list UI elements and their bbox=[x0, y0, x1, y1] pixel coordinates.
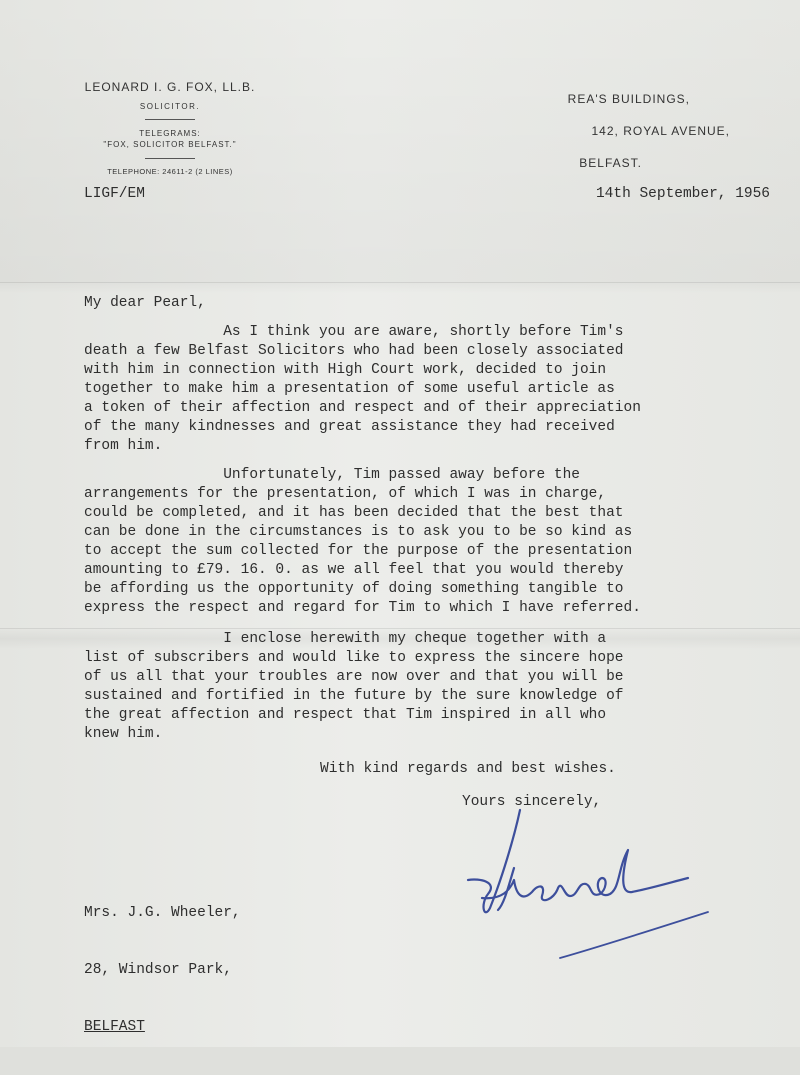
paragraph-line: can be done in the circumstances is to ask you to be so kind as bbox=[84, 524, 633, 540]
recipient-name: Mrs. J.G. Wheeler, bbox=[84, 905, 241, 921]
paragraph-line: As I think you are aware, shortly before Tim's bbox=[84, 324, 624, 340]
telegrams-value: "FOX, SOLICITOR BELFAST." bbox=[103, 140, 237, 149]
letterhead-divider bbox=[145, 119, 195, 120]
paragraph-line: express the respect and regard for Tim to which I have referred. bbox=[84, 600, 641, 616]
paragraph-line: the great affection and respect that Tim inspired in all who bbox=[84, 707, 607, 723]
paragraph-line: of the many kindnesses and great assistance they had received bbox=[84, 419, 615, 435]
letterhead-divider bbox=[145, 158, 195, 159]
recipient-address bbox=[84, 866, 241, 1075]
recipient-city: BELFAST bbox=[84, 1019, 145, 1035]
paragraph-line: together to make him a presentation of some useful article as bbox=[84, 381, 615, 397]
paragraph-3 bbox=[84, 630, 784, 744]
address-line-1: REA'S BUILDINGS, bbox=[567, 92, 690, 106]
letterhead-name: LEONARD I. G. FOX, LL.B. bbox=[84, 80, 256, 94]
paragraph-2 bbox=[84, 466, 784, 618]
fold-line bbox=[0, 282, 800, 283]
paragraph-line: be affording us the opportunity of doing something tangible to bbox=[84, 581, 624, 597]
paragraph-line: to accept the sum collected for the purpose of the presentation bbox=[84, 543, 633, 559]
address-line-2: 142, ROYAL AVENUE, bbox=[591, 124, 730, 138]
telephone-number: TELEPHONE: 24611-2 (2 LINES) bbox=[107, 167, 233, 176]
reference-code: LIGF/EM bbox=[84, 186, 145, 202]
paragraph-line: could be completed, and it has been decided that the best that bbox=[84, 505, 624, 521]
handwritten-signature bbox=[462, 808, 722, 968]
sender-address bbox=[568, 92, 730, 188]
closing-regards: With kind regards and best wishes. bbox=[320, 761, 616, 777]
letter-date: 14th September, 1956 bbox=[595, 186, 770, 202]
paragraph-line: with him in connection with High Court work, decided to join bbox=[84, 362, 607, 378]
paragraph-line: sustained and fortified in the future by the sure knowledge of bbox=[84, 688, 624, 704]
salutation: My dear Pearl, bbox=[84, 295, 206, 311]
recipient-street: 28, Windsor Park, bbox=[84, 962, 232, 978]
closing-signoff: Yours sincerely, bbox=[462, 794, 602, 810]
paragraph-1 bbox=[84, 323, 784, 456]
paragraph-line: of us all that your troubles are now over and that you will be bbox=[84, 669, 624, 685]
paragraph-line: Unfortunately, Tim passed away before the bbox=[84, 467, 580, 483]
paragraph-line: I enclose herewith my cheque together with a bbox=[84, 631, 607, 647]
paragraph-line: list of subscribers and would like to express the sincere hope bbox=[84, 650, 624, 666]
paragraph-line: amounting to £79. 16. 0. as we all feel that you would thereby bbox=[84, 562, 624, 578]
paragraph-line: arrangements for the presentation, of which I was in charge, bbox=[84, 486, 607, 502]
address-line-3: BELFAST. bbox=[579, 156, 642, 170]
paragraph-line: from him. bbox=[84, 438, 163, 454]
paragraph-line: death a few Belfast Solicitors who had been closely associated bbox=[84, 343, 624, 359]
paragraph-line: knew him. bbox=[84, 726, 163, 742]
telegrams-label: TELEGRAMS: bbox=[139, 129, 201, 138]
fold-line bbox=[0, 628, 800, 629]
letterhead bbox=[70, 80, 270, 176]
letterhead-title: SOLICITOR. bbox=[139, 102, 201, 111]
paragraph-line: a token of their affection and respect and of their appreciation bbox=[84, 400, 641, 416]
